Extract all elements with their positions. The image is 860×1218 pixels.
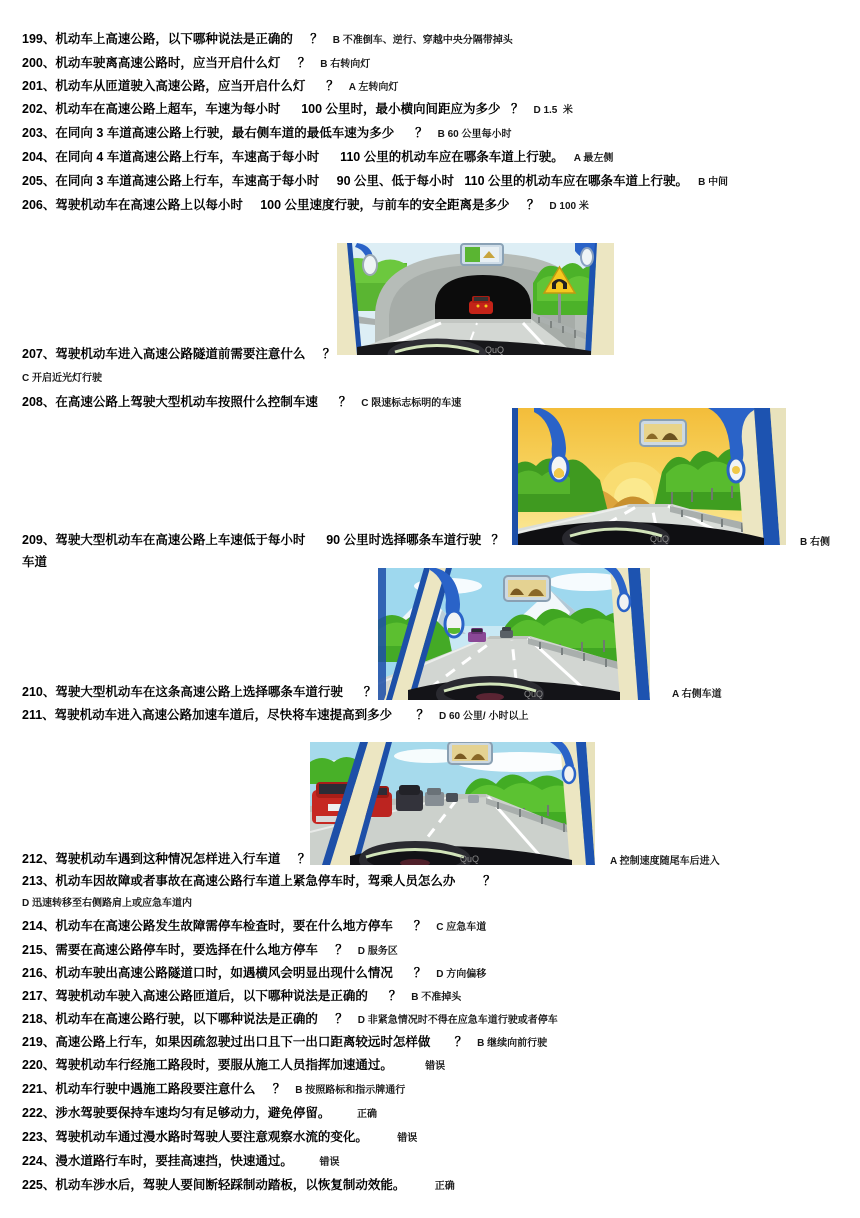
mountain-scene-illustration bbox=[378, 568, 650, 700]
watermark-text: QuQ bbox=[524, 689, 544, 699]
answer-text: B 按照路标和指示牌通行 bbox=[295, 1085, 406, 1096]
question-row-203 bbox=[22, 123, 856, 143]
answer-text: B 右转向灯 bbox=[320, 59, 371, 70]
question-text: 217、驾驶机动车驶入高速公路匝道后，以下哪种说法是正确的 ？ bbox=[22, 989, 402, 1003]
question-text: 221、机动车行驶中遇施工路段要注意什么 ？ bbox=[22, 1082, 286, 1096]
question-text: 216、机动车驶出高速公路隧道口时，如遇横风会明显出现什么情况 ？ bbox=[22, 966, 427, 980]
question-row-216 bbox=[22, 963, 856, 983]
answer-text: D 方向偏移 bbox=[436, 969, 487, 980]
question-row-213 bbox=[22, 871, 856, 891]
answer-text: 错误 bbox=[402, 1061, 446, 1072]
answer-text: 错误 bbox=[302, 1157, 340, 1168]
watermark-text: QuQ bbox=[650, 534, 670, 544]
rearview-mirror bbox=[448, 742, 492, 764]
question-text: 车道 bbox=[22, 555, 48, 569]
question-row-220 bbox=[22, 1055, 856, 1075]
answer-text: D 100 米 bbox=[549, 201, 589, 212]
answer-text: A 控制速度随尾车后进入 bbox=[610, 856, 720, 867]
answer-text: D 迅速转移至右侧路肩上或应急车道内 bbox=[22, 898, 192, 909]
watermark-text: QuQ bbox=[460, 854, 480, 864]
answer-text: B 60 公里每小时 bbox=[437, 129, 512, 140]
question-text: 209、驾驶大型机动车在高速公路上车速低于每小时 90 公里时选择哪条车道行驶 ？ bbox=[22, 533, 504, 547]
rearview-mirror bbox=[461, 244, 503, 265]
question-text: 220、驾驶机动车行经施工路段时，要服从施工人员指挥加速通过。 bbox=[22, 1058, 393, 1072]
question-text: 202、机动车在高速公路上超车，车速为每小时 100 公里时，最小横向间距应为多少 ？ bbox=[22, 102, 524, 116]
question-row-214 bbox=[22, 916, 856, 936]
question-text: 223、驾驶机动车通过漫水路时驾驶人要注意观察水流的变化。 bbox=[22, 1130, 368, 1144]
sunset-highway-scene bbox=[512, 408, 786, 545]
answer-text: C 开启近光灯行驶 bbox=[22, 373, 102, 384]
question-text: 210、驾驶大型机动车在这条高速公路上选择哪条车道行驶 ？ bbox=[22, 685, 377, 699]
answer-text: B 继续向前行驶 bbox=[477, 1038, 548, 1049]
question-text: 206、驾驶机动车在高速公路上以每小时 100 公里速度行驶，与前车的安全距离是多少 ？ bbox=[22, 198, 540, 212]
question-text: 213、机动车因故障或者事故在高速公路行车道上紧急停车时，驾乘人员怎么办 ？ bbox=[22, 874, 496, 888]
answer-text: B 中间 bbox=[698, 177, 729, 188]
rearview-mirror bbox=[640, 420, 686, 446]
answer-text: B 不准掉头 bbox=[411, 992, 462, 1003]
answer-text: D 服务区 bbox=[357, 946, 398, 957]
tunnel-approach-scene bbox=[337, 243, 614, 355]
traffic-scene-illustration bbox=[310, 742, 595, 865]
question-row-205 bbox=[22, 171, 856, 191]
question-row-219 bbox=[22, 1032, 856, 1052]
question-row-215 bbox=[22, 940, 856, 960]
question-row-225 bbox=[22, 1175, 856, 1195]
answer-text: A 最左侧 bbox=[573, 153, 614, 164]
question-text: 219、高速公路上行车，如果因疏忽驶过出口且下一出口距离较远时怎样做 ？ bbox=[22, 1035, 468, 1049]
question-row-224 bbox=[22, 1151, 856, 1171]
answer-text: D 1.5 米 bbox=[533, 105, 573, 116]
merge-traffic-scene bbox=[310, 742, 595, 865]
question-row-204 bbox=[22, 147, 856, 167]
answer-text: C 应急车道 bbox=[436, 922, 487, 933]
answer-text: D 非紧急情况时不得在应急车道行驶或者停车 bbox=[357, 1015, 558, 1026]
question-text: 208、在高速公路上驾驶大型机动车按照什么控制车速 ？ bbox=[22, 395, 352, 409]
answer-text: D 60 公里/ 小时以上 bbox=[438, 711, 529, 722]
question-text: 211、驾驶机动车进入高速公路加速车道后，尽快将车速提高到多少 ？ bbox=[22, 708, 429, 722]
question-text: 201、机动车从匝道驶入高速公路，应当开启什么灯 ？ bbox=[22, 79, 339, 93]
question-text: 212、驾驶机动车遇到这种情况怎样进入行车道 ？ bbox=[22, 852, 311, 866]
mountain-highway-scene bbox=[378, 568, 650, 700]
question-row-217 bbox=[22, 986, 856, 1006]
watermark-text: QuQ bbox=[485, 345, 505, 355]
question-row-211 bbox=[22, 705, 856, 725]
question-row-201 bbox=[22, 76, 856, 96]
question-text: 218、机动车在高速公路行驶，以下哪种说法是正确的 ？ bbox=[22, 1012, 348, 1026]
question-text: 222、涉水驾驶要保持车速均匀有足够动力，避免停留。 bbox=[22, 1106, 331, 1120]
question-row-200 bbox=[22, 53, 856, 73]
question-text: 204、在同向 4 车道高速公路上行车，车速高于每小时 110 公里的机动车应在哪条车道上行驶。 bbox=[22, 150, 564, 164]
red-car bbox=[469, 296, 493, 314]
question-text: 199、机动车上高速公路，以下哪种说法是正确的 ？ bbox=[22, 32, 323, 46]
question-text: 214、机动车在高速公路发生故障需停车检查时，要在什么地方停车 ？ bbox=[22, 919, 427, 933]
question-text: 225、机动车涉水后，驾驶人要间断轻踩制动踏板，以恢复制动效能。 bbox=[22, 1178, 406, 1192]
answer-text: A 右侧车道 bbox=[672, 689, 722, 700]
answer-text: 正确 bbox=[415, 1181, 455, 1192]
sunset-scene-illustration bbox=[512, 408, 786, 545]
answer-text: B 不准倒车、逆行、穿越中央分隔带掉头 bbox=[332, 35, 513, 46]
answer-text: 正确 bbox=[340, 1109, 378, 1120]
answer-text: A 左转向灯 bbox=[348, 82, 399, 93]
answer-text: C 限速标志标明的车速 bbox=[361, 398, 462, 409]
question-text: 205、在同向 3 车道高速公路上行车，车速高于每小时 90 公里、低于每小时 110 公里的机动车应在哪条车道上行驶。 bbox=[22, 174, 689, 188]
question-row-218 bbox=[22, 1009, 856, 1029]
question-text: 203、在同向 3 车道高速公路上行驶，最右侧车道的最低车速为多少 ？ bbox=[22, 126, 428, 140]
question-row-223 bbox=[22, 1127, 856, 1147]
question-row-199 bbox=[22, 29, 856, 49]
question-text: 224、漫水道路行车时，要挂高速挡，快速通过。 bbox=[22, 1154, 293, 1168]
rearview-mirror bbox=[504, 576, 550, 601]
answer-text: 错误 bbox=[377, 1133, 418, 1144]
question-text: 215、需要在高速公路停车时，要选择在什么地方停车 ？ bbox=[22, 943, 348, 957]
question-row-206 bbox=[22, 195, 856, 215]
answer-line-207 bbox=[22, 368, 856, 388]
question-text: 207、驾驶机动车进入高速公路隧道前需要注意什么 ？ bbox=[22, 347, 336, 361]
question-text: 200、机动车驶离高速公路时，应当开启什么灯 ？ bbox=[22, 56, 311, 70]
question-row-202 bbox=[22, 99, 856, 119]
answer-text: B 右侧 bbox=[800, 537, 830, 548]
question-row-222 bbox=[22, 1103, 856, 1123]
tunnel-scene-illustration bbox=[337, 243, 614, 355]
answer-line-213 bbox=[22, 893, 856, 913]
question-row-221 bbox=[22, 1079, 856, 1099]
